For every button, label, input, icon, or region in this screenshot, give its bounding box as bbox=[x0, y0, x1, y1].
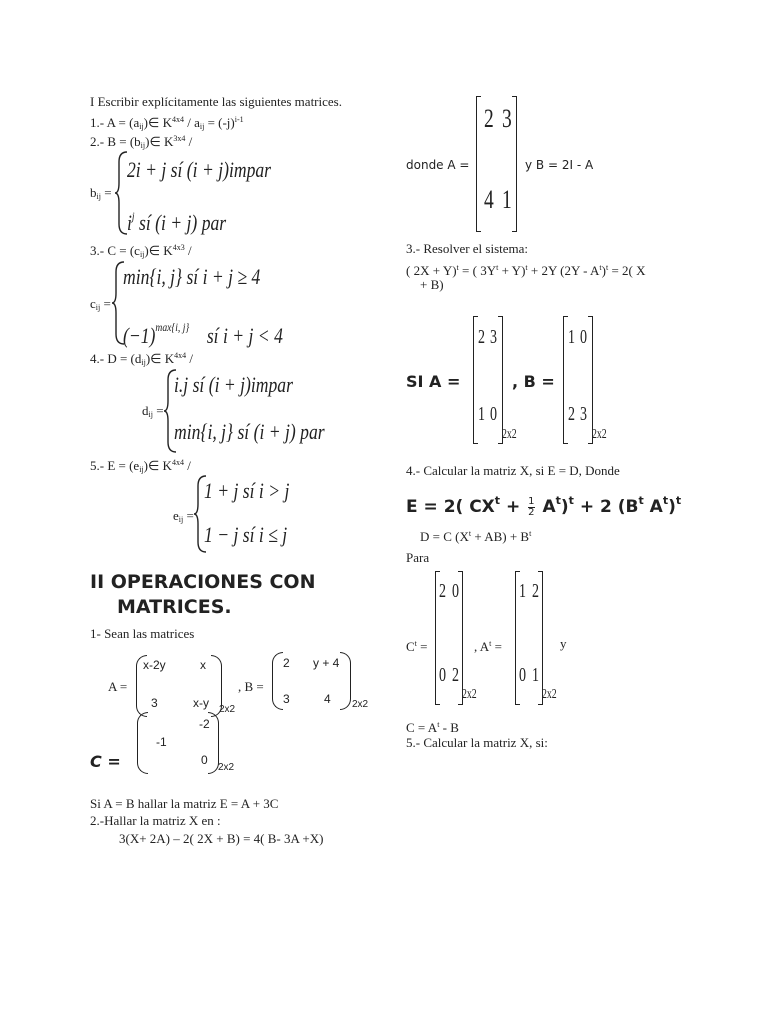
item-3-equation-line-2: + B) bbox=[420, 277, 444, 292]
d-case-1: i.j sí (i + j)impar bbox=[174, 372, 293, 397]
e-formula: E = 2( $CX^t$ + $\frac{1}{2}$ $A^t)^t + 2$ ($B^t$ $A^t)^t$ bbox=[406, 494, 682, 518]
e-case-2: 1 − j sí i ≤ j bbox=[204, 522, 288, 547]
matrix-ct-cell: 2 bbox=[439, 580, 446, 602]
matrix-a-cell: x-2y bbox=[143, 658, 166, 672]
matrix-a-cell: x bbox=[200, 658, 206, 672]
matrix-a-label: A = bbox=[108, 679, 128, 694]
item-5-title: 5.- Calcular la matriz X, si: bbox=[406, 735, 548, 750]
matrix-at-cell: 2 bbox=[532, 580, 539, 602]
matrix-ct-cell: 0 bbox=[439, 664, 446, 686]
matrix-at-cell: 1 bbox=[532, 664, 539, 686]
matrix-c-dimension: 2x2 bbox=[218, 762, 235, 773]
matrix-donde-cell: 3 bbox=[502, 104, 512, 133]
item-4-definition: 4.- $D = (d_{ij})\in$ $K^{4x4}$ / bbox=[90, 351, 194, 367]
matrix-b-cell: y + 4 bbox=[313, 656, 340, 670]
matrix-b-cell: 3 bbox=[283, 692, 290, 706]
item-1-definition: 1.- $A = (a_{ij})\in$ $K^{4x4} / a_{ij} = (-j)^{i-1}$ bbox=[90, 115, 244, 131]
b-case-2: $i^j$ sí (i + j) par bbox=[127, 209, 227, 235]
item-3-title: 3.- Resolver el sistema: bbox=[406, 241, 529, 256]
matrix-b-label: , B = bbox=[238, 679, 264, 694]
d-formula: D = C $(X^t + AB) + B^t$ bbox=[420, 529, 532, 544]
matrix-b-cell: 2 bbox=[283, 656, 290, 670]
matrix-si-b-cell: 3 bbox=[580, 403, 587, 425]
matrix-c-cell: -1 bbox=[156, 735, 167, 749]
item-3-definition: 3.- $C = (c_{ij})\in$ $K^{4x3}$ / bbox=[90, 243, 192, 259]
matrix-b-dimension: 2x2 bbox=[352, 699, 369, 710]
op-2-intro: 2.-Hallar la matriz X en : bbox=[90, 813, 221, 828]
ct-label: $C^t$ = bbox=[406, 639, 428, 654]
item-4-title: 4.- Calcular la matriz X, si E = D, Donde bbox=[406, 463, 620, 478]
op-2-equation: 3(X+ 2A) – 2( 2X + B) = 4( B- 3A +X) bbox=[119, 831, 324, 846]
d-case-2: min{i, j} sí (i + j) par bbox=[174, 419, 325, 444]
matrix-a-dimension: 2x2 bbox=[219, 704, 236, 715]
e-case-1: 1 + j sí i > j bbox=[204, 478, 290, 503]
matrix-ct-cell: 0 bbox=[452, 580, 459, 602]
c-case-2: $(-1)^{max\{i, j\}}$ sí i + j < 4 bbox=[123, 320, 283, 348]
section-2-title-line-2: MATRICES. bbox=[117, 596, 232, 618]
si-a-label: SI A = bbox=[406, 372, 461, 391]
matrix-donde-right-bracket bbox=[512, 96, 517, 232]
section-1-title: I Escribir explícitamente las siguientes matrices. bbox=[90, 94, 342, 109]
c-equation: $C = A^t - B$ bbox=[406, 720, 459, 735]
op-1-task: Si A = B hallar la matriz E = A + 3C bbox=[90, 796, 279, 811]
matrix-si-a-right-bracket bbox=[498, 316, 503, 444]
matrix-c-label: C = bbox=[90, 752, 121, 771]
matrix-donde-left-bracket bbox=[476, 96, 481, 232]
b-lhs: $b_{ij}$ = bbox=[90, 185, 112, 201]
matrix-c-left-paren bbox=[137, 712, 148, 774]
matrix-a-cell: 3 bbox=[151, 696, 158, 710]
si-b-label: , B = bbox=[512, 372, 555, 391]
matrix-donde-cell: 4 bbox=[484, 185, 494, 214]
matrix-si-b-cell: 0 bbox=[580, 326, 587, 348]
item-5-definition: 5.- $E = (e_{ij})\in$ $K^{4x4}$ / bbox=[90, 458, 191, 474]
matrix-si-b-dimension: 2x2 bbox=[592, 427, 607, 442]
donde-rest: y B = 2I - A bbox=[525, 158, 594, 172]
matrix-c-cell: -2 bbox=[199, 717, 210, 731]
matrix-ct-right-bracket bbox=[458, 571, 463, 705]
section-2-title-line-1: II OPERACIONES CON bbox=[90, 571, 316, 593]
at-label: , $A^t$ = bbox=[474, 639, 502, 654]
matrix-si-b-cell: 1 bbox=[568, 326, 575, 348]
item-2-definition: 2.- $B = (b_{ij})\in$ $K^{3x4}$ / bbox=[90, 134, 193, 150]
b-case-1: 2i + j sí (i + j)impar bbox=[127, 157, 272, 182]
matrix-donde-cell: 1 bbox=[502, 185, 512, 214]
matrix-b-right-paren bbox=[340, 652, 351, 710]
c-lhs: $c_{ij}$ = bbox=[90, 296, 111, 312]
e-lhs: $e_{ij}$ = bbox=[173, 508, 194, 524]
matrix-si-a-cell: 0 bbox=[490, 403, 497, 425]
matrix-ct-cell: 2 bbox=[452, 664, 459, 686]
donde-label: donde A = bbox=[406, 158, 470, 172]
y-conjunction: y bbox=[560, 636, 567, 651]
matrix-at-cell: 0 bbox=[519, 664, 526, 686]
matrix-si-a-dimension: 2x2 bbox=[502, 427, 517, 442]
c-case-1: min{i, j} sí i + j ≥ 4 bbox=[123, 264, 261, 289]
item-3-equation: ( 2X + Y)$^t$ = ( $3Y^t + Y)^t + 2Y$ $(2Y - A^t)^t = 2$( X bbox=[406, 263, 646, 278]
matrix-si-a-cell: 2 bbox=[478, 326, 485, 348]
matrix-si-b-right-bracket bbox=[588, 316, 593, 444]
para-label: Para bbox=[406, 550, 430, 565]
matrix-at-cell: 1 bbox=[519, 580, 526, 602]
d-lhs: $d_{ij}$ = bbox=[142, 403, 164, 419]
matrix-at-right-bracket bbox=[538, 571, 543, 705]
matrix-b-left-paren bbox=[272, 652, 283, 710]
matrix-a-cell: x-y bbox=[193, 696, 209, 710]
op-1-intro: 1- Sean las matrices bbox=[90, 626, 195, 641]
matrix-b-cell: 4 bbox=[324, 692, 331, 706]
matrix-si-a-cell: 3 bbox=[490, 326, 497, 348]
matrix-donde-cell: 2 bbox=[484, 104, 494, 133]
matrix-si-b-cell: 2 bbox=[568, 403, 575, 425]
matrix-si-a-cell: 1 bbox=[478, 403, 485, 425]
matrix-ct-dimension: 2x2 bbox=[462, 687, 477, 702]
matrix-c-cell: 0 bbox=[201, 753, 208, 767]
matrix-at-dimension: 2x2 bbox=[542, 687, 557, 702]
